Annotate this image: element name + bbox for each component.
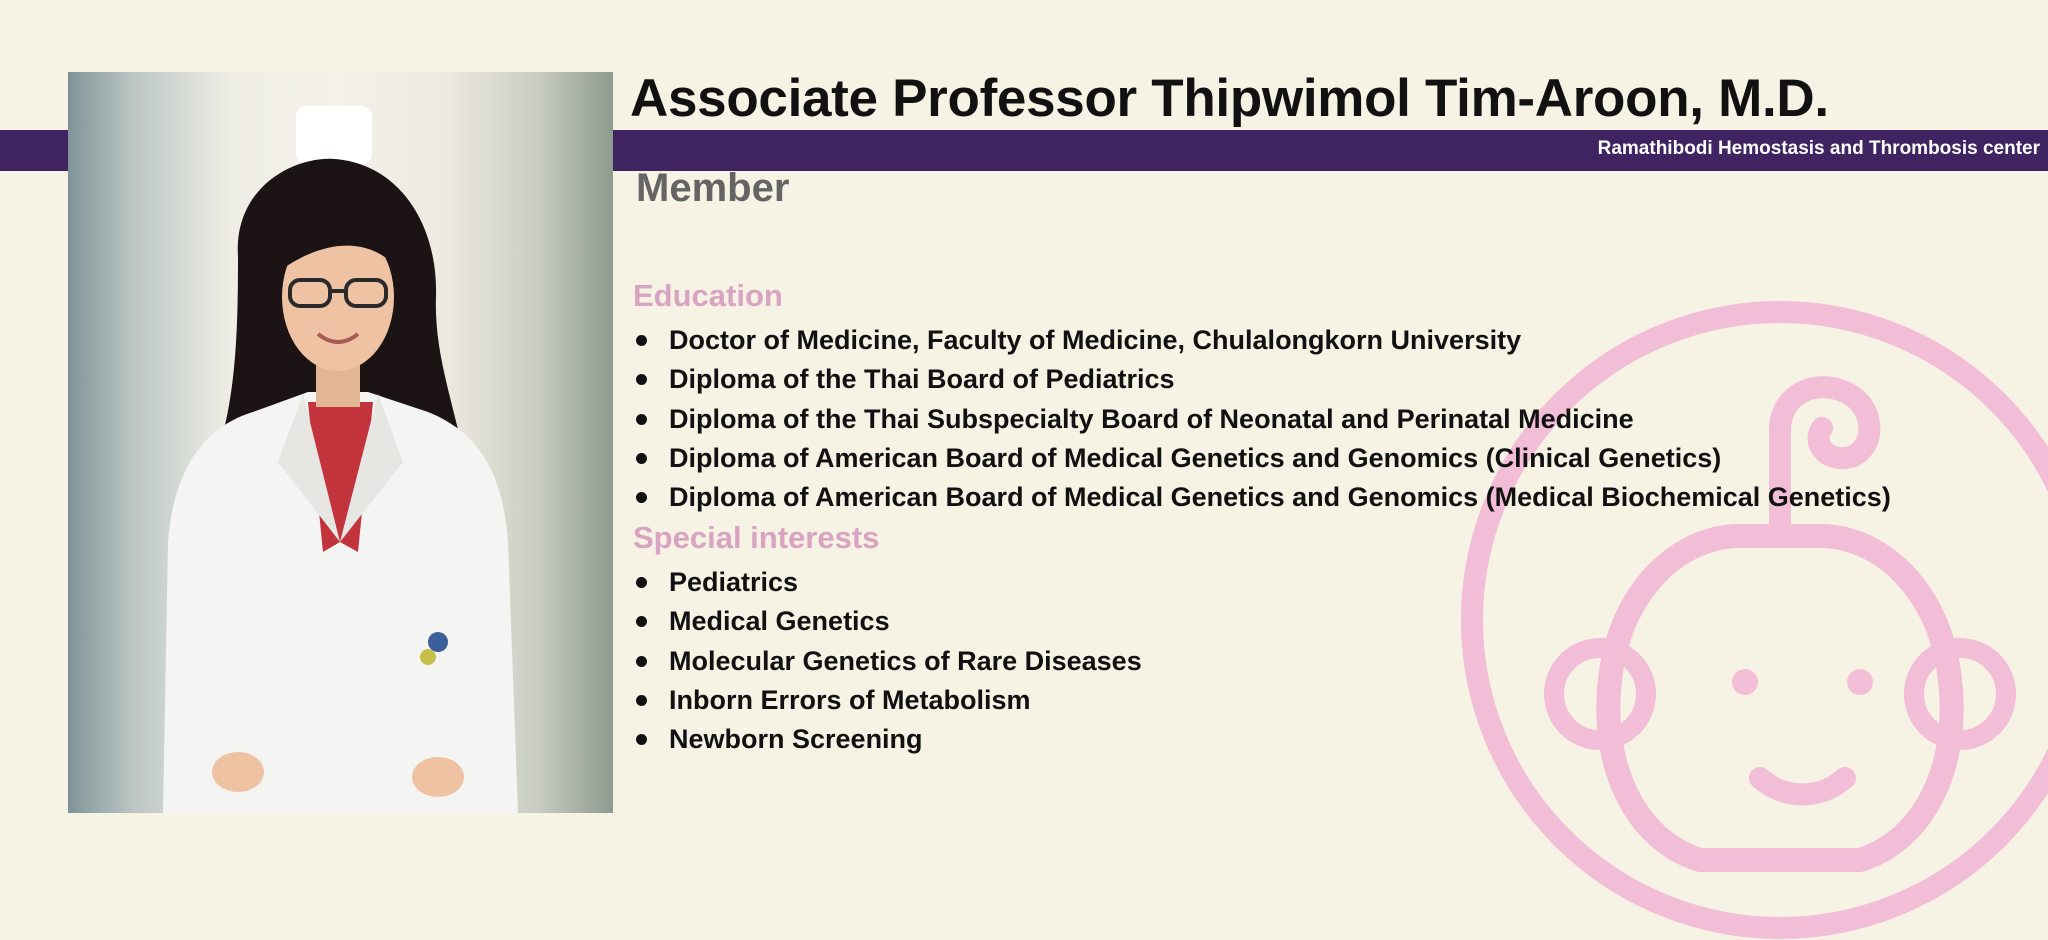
list-item-text: Molecular Genetics of Rare Diseases bbox=[669, 645, 1142, 676]
list-item-text: Doctor of Medicine, Faculty of Medicine, Chulalongkorn University bbox=[669, 325, 1522, 355]
list-item bbox=[636, 720, 1142, 759]
list-item bbox=[636, 681, 1142, 720]
list-item-text: Diploma of American Board of Medical Genetics and Genomics (Clinical Genetics) bbox=[669, 442, 1722, 473]
list-item bbox=[636, 439, 1891, 478]
list-item bbox=[636, 321, 1891, 360]
special-interests-list bbox=[636, 563, 1142, 759]
list-item bbox=[636, 563, 1142, 602]
list-item-text: Medical Genetics bbox=[669, 606, 890, 637]
bullet-icon bbox=[636, 695, 647, 706]
education-heading: Education bbox=[633, 278, 783, 313]
list-item-text: Diploma of American Board of Medical Genetics and Genomics (Medical Biochemical Genetics) bbox=[669, 482, 1891, 513]
bullet-icon bbox=[636, 616, 647, 627]
bullet-icon bbox=[636, 492, 647, 503]
list-item bbox=[636, 642, 1142, 681]
bullet-icon bbox=[636, 577, 647, 588]
list-item bbox=[636, 602, 1142, 641]
organization-name: Ramathibodi Hemostasis and Thrombosis center bbox=[1597, 138, 2040, 159]
bullet-icon bbox=[636, 414, 647, 425]
bullet-icon bbox=[636, 453, 647, 464]
list-item-text: Diploma of the Thai Board of Pediatrics bbox=[669, 364, 1175, 395]
education-list bbox=[636, 321, 1891, 517]
bullet-icon bbox=[636, 734, 647, 745]
list-item-text: Pediatrics bbox=[669, 567, 799, 597]
bullet-icon bbox=[636, 656, 647, 667]
list-item-text: Newborn Screening bbox=[669, 724, 923, 755]
list-item-text: Inborn Errors of Metabolism bbox=[669, 684, 1031, 715]
bullet-icon bbox=[636, 335, 647, 346]
list-item-text: Diploma of the Thai Subspecialty Board of Neonatal and Perinatal Medicine bbox=[669, 403, 1634, 434]
profile-photo bbox=[68, 72, 613, 813]
special-interests-heading: Special interests bbox=[633, 520, 880, 555]
list-item bbox=[636, 400, 1891, 439]
role-label: Member bbox=[636, 166, 790, 210]
list-item bbox=[636, 360, 1891, 399]
list-item bbox=[636, 478, 1891, 517]
bullet-icon bbox=[636, 374, 647, 385]
page-title: Associate Professor Thipwimol Tim-Aroon, M.D. bbox=[630, 69, 1829, 128]
